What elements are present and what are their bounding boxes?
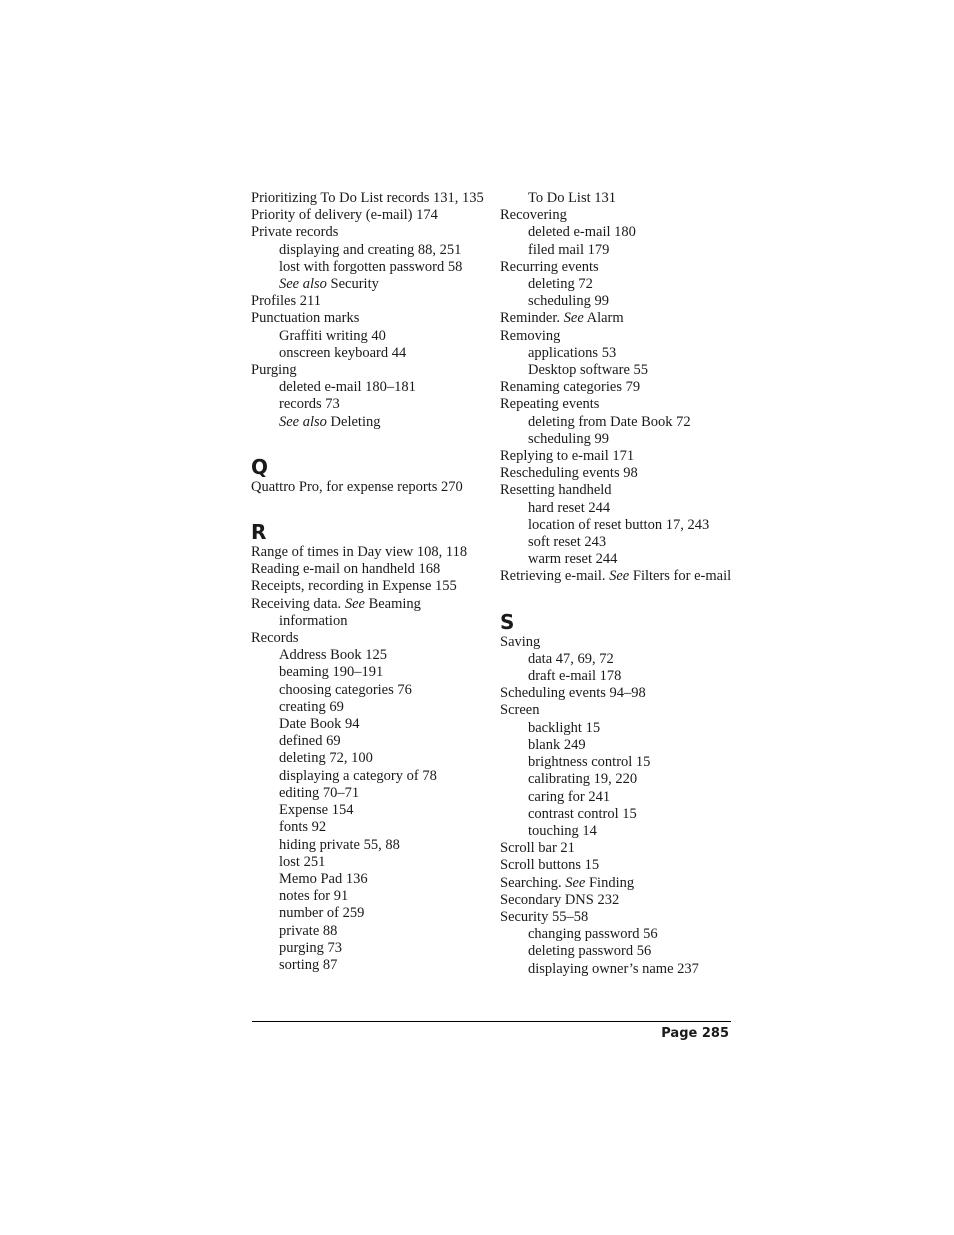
index-subentry	[500, 806, 736, 823]
index-subentry	[500, 823, 736, 840]
entry-text: scheduling 99	[528, 293, 609, 310]
index-subentry	[251, 785, 487, 802]
entry-text: contrast control 15	[528, 805, 637, 822]
entry-text: Renaming categories 79	[500, 379, 641, 396]
index-subentry	[251, 699, 487, 716]
entry-text: brightness control 15	[528, 754, 651, 771]
index-entry	[251, 479, 487, 496]
index-entry	[251, 561, 487, 578]
entry-term: Searching.	[500, 874, 562, 891]
index-subentry	[500, 517, 736, 534]
entry-text: Quattro Pro, for expense reports 270	[251, 478, 463, 495]
entry-text: scheduling 99	[528, 430, 609, 447]
index-subentry	[500, 242, 736, 259]
index-section-letter: R	[251, 520, 267, 545]
entry-text: Replying to e-mail 171	[500, 448, 635, 465]
entry-term: Receiving data.	[251, 595, 342, 612]
index-entry	[500, 207, 736, 224]
entry-text: displaying a category of 78	[279, 767, 437, 784]
index-subentry	[251, 647, 487, 664]
entry-term: Reminder.	[500, 310, 561, 327]
entry-text: Removing	[500, 327, 561, 344]
index-entry	[500, 448, 736, 465]
index-subentry	[251, 328, 487, 345]
index-section-letter: S	[500, 609, 515, 634]
entry-text: Resetting handheld	[500, 482, 612, 499]
index-entry	[500, 310, 736, 327]
index-subentry	[251, 940, 487, 957]
entry-text: Scheduling events 94–98	[500, 685, 646, 702]
entry-text: Saving	[500, 633, 541, 650]
entry-text: sorting 87	[279, 956, 338, 973]
index-subentry	[500, 720, 736, 737]
index-entry	[500, 634, 736, 651]
entry-text: filed mail 179	[528, 241, 610, 258]
see-reference-label: See	[609, 568, 630, 585]
index-entry	[500, 482, 736, 499]
index-subentry	[251, 837, 487, 854]
index-subentry	[500, 414, 736, 431]
index-subentry	[251, 682, 487, 699]
index-subentry	[251, 733, 487, 750]
index-subentry	[500, 551, 736, 568]
index-subentry	[500, 961, 736, 978]
entry-text: defined 69	[279, 733, 341, 750]
index-subentry	[251, 905, 487, 922]
entry-text: creating 69	[279, 698, 344, 715]
index-section-letter: Q	[251, 454, 269, 479]
entry-text: Date Book 94	[279, 716, 360, 733]
index-subentry	[251, 923, 487, 940]
index-entry	[251, 630, 487, 647]
index-entry	[500, 568, 736, 585]
see-reference-label: See	[565, 874, 586, 891]
entry-text: touching 14	[528, 822, 597, 839]
index-subentry	[500, 190, 736, 207]
entry-text: deleting 72	[528, 276, 593, 293]
entry-text: choosing categories 76	[279, 681, 412, 698]
entry-text: soft reset 243	[528, 534, 607, 551]
entry-text: Repeating events	[500, 396, 600, 413]
entry-text: fonts 92	[279, 819, 327, 836]
entry-text: Punctuation marks	[251, 310, 360, 327]
see-reference-label: See	[344, 595, 365, 612]
index-subentry	[500, 789, 736, 806]
index-subentry	[251, 259, 487, 276]
entry-text: Security	[330, 276, 379, 293]
index-subentry	[500, 362, 736, 379]
index-subentry	[500, 345, 736, 362]
see-reference-label: See	[563, 310, 584, 327]
entry-text: warm reset 244	[528, 551, 618, 568]
entry-text: hiding private 55, 88	[279, 836, 400, 853]
entry-text: Rescheduling events 98	[500, 465, 638, 482]
index-subentry	[251, 664, 487, 681]
entry-text: backlight 15	[528, 719, 601, 736]
index-subentry	[500, 224, 736, 241]
entry-text: deleting 72, 100	[279, 750, 373, 767]
index-entry	[500, 892, 736, 909]
entry-text: location of reset button 17, 243	[528, 516, 710, 533]
entry-text: lost with forgotten password 58	[279, 258, 463, 275]
index-entry	[500, 465, 736, 482]
index-subentry	[500, 754, 736, 771]
entry-text: Scroll buttons 15	[500, 857, 600, 874]
entry-text: Secondary DNS 232	[500, 891, 620, 908]
index-subentry	[251, 276, 487, 293]
index-subentry	[251, 957, 487, 974]
see-reference-label: See also	[279, 413, 327, 430]
index-entry	[500, 840, 736, 857]
index-entry	[251, 207, 487, 224]
index-subentry	[500, 276, 736, 293]
entry-text: Records	[251, 630, 299, 647]
index-entry	[500, 685, 736, 702]
entry-text: purging 73	[279, 939, 342, 956]
entry-text: Range of times in Day view 108, 118	[251, 544, 468, 561]
entry-text: private 88	[279, 922, 338, 939]
entry-text: draft e-mail 178	[528, 668, 622, 685]
entry-text: Graffiti writing 40	[279, 327, 386, 344]
index-entry	[500, 396, 736, 413]
index-subentry	[500, 293, 736, 310]
entry-text: Address Book 125	[279, 647, 387, 664]
entry-text: Profiles 211	[251, 293, 321, 310]
entry-text: notes for 91	[279, 888, 349, 905]
entry-text: Memo Pad 136	[279, 870, 368, 887]
entry-text: records 73	[279, 396, 340, 413]
entry-text: hard reset 244	[528, 499, 611, 516]
index-subentry	[251, 768, 487, 785]
see-reference-label: See also	[279, 276, 327, 293]
index-entry	[251, 310, 487, 327]
index-subentry	[500, 737, 736, 754]
index-subentry	[251, 888, 487, 905]
index-column-left	[251, 190, 487, 974]
index-entry	[500, 702, 736, 719]
index-subentry	[500, 771, 736, 788]
entry-text: Deleting	[330, 413, 381, 430]
entry-text: changing password 56	[528, 926, 658, 943]
index-subentry	[500, 500, 736, 517]
entry-term: Retrieving e-mail.	[500, 568, 606, 585]
index-subentry	[251, 379, 487, 396]
index-subentry	[251, 871, 487, 888]
entry-text: Security 55–58	[500, 908, 589, 925]
entry-text: data 47, 69, 72	[528, 650, 614, 667]
entry-text: blank 249	[528, 736, 586, 753]
index-entry	[500, 379, 736, 396]
index-entry	[500, 259, 736, 276]
entry-text: deleted e-mail 180–181	[279, 379, 416, 396]
entry-text: Screen	[500, 702, 540, 719]
index-subentry	[251, 414, 487, 431]
index-subentry	[251, 750, 487, 767]
entry-text: Expense 154	[279, 802, 354, 819]
entry-text: applications 53	[528, 344, 617, 361]
index-subentry	[251, 854, 487, 871]
entry-text: deleting password 56	[528, 943, 652, 960]
index-subentry	[251, 396, 487, 413]
index-subentry	[500, 431, 736, 448]
entry-text: Scroll bar 21	[500, 840, 575, 857]
index-entry	[251, 362, 487, 379]
index-entry	[251, 596, 487, 630]
index-entry	[251, 578, 487, 595]
index-subentry	[251, 819, 487, 836]
index-entry	[251, 293, 487, 310]
index-subentry	[251, 242, 487, 259]
entry-text: Filters for e-mail	[632, 568, 732, 585]
index-subentry	[500, 668, 736, 685]
entry-text: displaying and creating 88, 251	[279, 241, 462, 258]
index-subentry	[500, 926, 736, 943]
index-subentry	[500, 534, 736, 551]
entry-text: To Do List 131	[528, 190, 616, 206]
index-subentry	[500, 651, 736, 668]
entry-text: Private records	[251, 224, 339, 241]
entry-text: Recurring events	[500, 258, 599, 275]
index-entry	[500, 328, 736, 345]
index-subentry	[251, 345, 487, 362]
footer-rule	[252, 1021, 731, 1022]
entry-text: caring for 241	[528, 788, 611, 805]
entry-text: onscreen keyboard 44	[279, 344, 407, 361]
entry-text: Alarm	[586, 310, 624, 327]
index-entry	[251, 544, 487, 561]
entry-text: Prioritizing To Do List records 131, 135	[251, 190, 484, 206]
entry-text: beaming 190–191	[279, 664, 384, 681]
entry-text: number of 259	[279, 905, 365, 922]
entry-text: Beaming information	[279, 595, 421, 629]
index-entry	[500, 857, 736, 874]
entry-text: deleting from Date Book 72	[528, 413, 691, 430]
index-entry	[251, 224, 487, 241]
index-entry	[500, 909, 736, 926]
index-entry	[251, 190, 487, 207]
page-number: Page 285	[661, 1026, 729, 1041]
entry-text: Reading e-mail on handheld 168	[251, 561, 441, 578]
index-subentry	[251, 716, 487, 733]
entry-text: Finding	[588, 874, 635, 891]
entry-text: Purging	[251, 362, 297, 379]
index-subentry	[500, 943, 736, 960]
entry-text: Receipts, recording in Expense 155	[251, 578, 457, 595]
entry-text: lost 251	[279, 853, 326, 870]
entry-text: calibrating 19, 220	[528, 771, 638, 788]
entry-text: displaying owner’s name 237	[528, 960, 699, 977]
entry-text: Priority of delivery (e-mail) 174	[251, 207, 438, 224]
entry-text: deleted e-mail 180	[528, 224, 636, 241]
entry-text: editing 70–71	[279, 784, 360, 801]
index-subentry	[251, 802, 487, 819]
entry-text: Recovering	[500, 207, 567, 224]
index-entry	[500, 875, 736, 892]
entry-text: Desktop software 55	[528, 362, 649, 379]
index-column-right	[500, 190, 736, 978]
